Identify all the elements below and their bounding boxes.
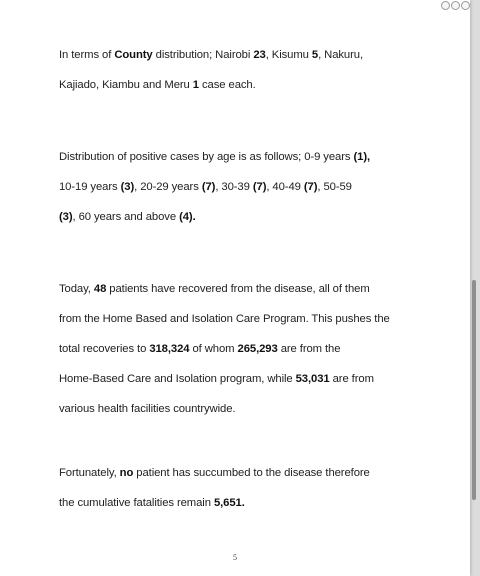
age-distribution-paragraph: Distribution of positive cases by age is as follows; 0-9 years (1), 10-19 years (3), 20-29 years (7), 30-39 (7), 40-49 (7), 50-59 (3), 60 years and above (4). [59,151,371,223]
page-number: 5 [233,553,237,562]
scrollbar[interactable] [472,280,476,500]
menu-dot [451,1,460,10]
recoveries-paragraph: Today, 48 patients have recovered from the disease, all of them from the Home Based and Isolation Care Program. This pushes the total recoveries to 318,324 of whom 265,293 are from the Home-Based Care and Isolation program, while 53,031 are from various health facilities countrywide. [59,283,390,415]
fatalities-paragraph: Fortunately, no patient has succumbed to the disease therefore the cumulative fatalities remain 5,651. [59,467,370,509]
menu-dot [461,1,470,10]
more-options-icon[interactable] [441,1,470,10]
county-distribution-paragraph: In terms of County distribution; Nairobi 23, Kisumu 5, Nakuru, Kajiado, Kiambu and Meru 1 case each. [59,49,363,91]
menu-dot [441,1,450,10]
